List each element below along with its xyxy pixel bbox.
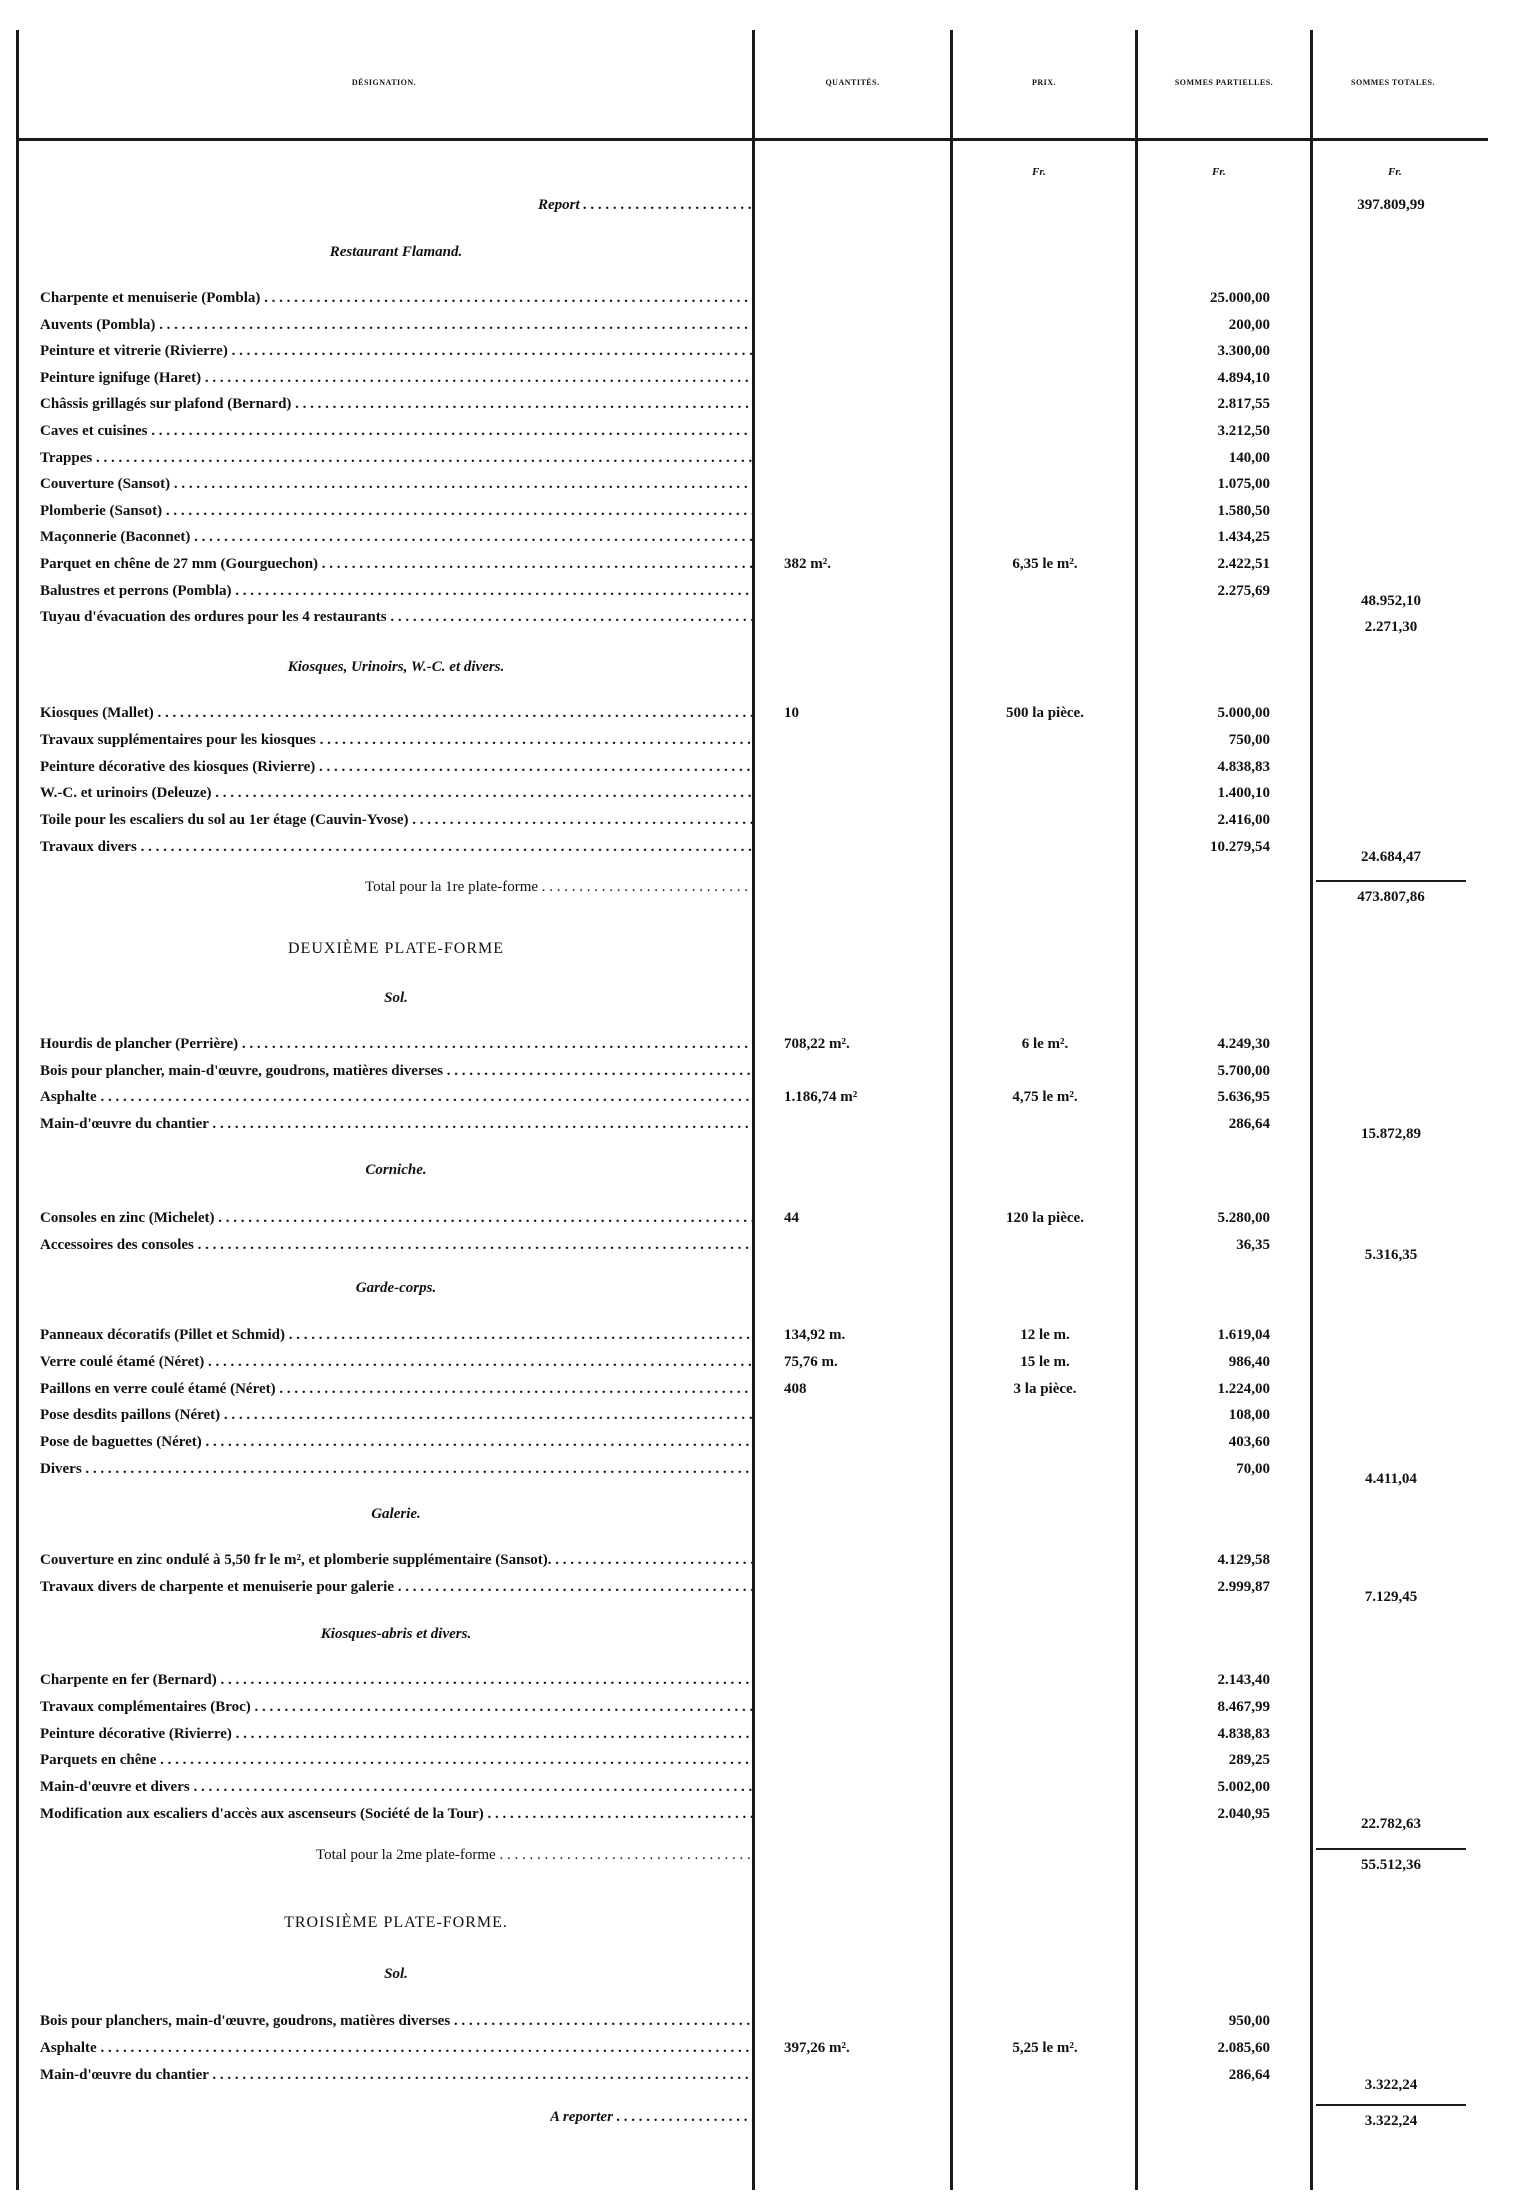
row-designation: Pose de baguettes (Néret) . . . [40, 1429, 752, 1455]
row-designation: Toile pour les escaliers du sol au 1er étage (Cauvin-Yvose) . . . [40, 807, 752, 833]
row-partial-sum: 5.280,00 [1217, 1210, 1270, 1226]
table-row [0, 2035, 1529, 2061]
col-head-totales: SOMMES TOTALES. [1351, 78, 1435, 87]
row-partial-sum: 5.636,95 [1217, 1089, 1270, 1105]
row-total-sum: 15.872,89 [1361, 1126, 1421, 1142]
row-partial-sum: 2.999,87 [1217, 1579, 1270, 1595]
col-head-partielles: SOMMES PARTIELLES. [1174, 78, 1274, 87]
row-partial-sum: 289,25 [1228, 1752, 1270, 1768]
row-designation: W.-C. et urinoirs (Deleuze) . . . [40, 780, 752, 806]
total-2-label: Total pour la 2me plate-forme . . . [316, 1842, 752, 1868]
unit-totales: Fr. [1388, 166, 1402, 178]
row-partial-sum: 986,40 [1228, 1354, 1270, 1370]
row-partial-sum: 2.817,55 [1217, 396, 1270, 412]
row-designation: Kiosques (Mallet) . . . [40, 700, 752, 726]
row-partial-sum: 36,35 [1236, 1237, 1270, 1253]
table-row [0, 1774, 1529, 1800]
section-restaurant: Restaurant Flamand. [329, 244, 463, 260]
reporter-total: 3.322,24 [1364, 2113, 1418, 2129]
row-partial-sum: 4.838,83 [1217, 1726, 1270, 1742]
row-designation: Pose desdits paillons (Néret) . . . [40, 1402, 752, 1428]
table-row [0, 1667, 1529, 1693]
table-row [0, 551, 1529, 577]
row-total-sum: 48.952,10 [1361, 593, 1421, 609]
row-designation: Bois pour planchers, main-d'œuvre, goudrons, matières diverses . . . [40, 2008, 752, 2034]
total-row-2 [0, 1842, 1529, 1873]
row-designation: Main-d'œuvre du chantier . . . [40, 1111, 752, 1137]
reporter-row [0, 2104, 1529, 2130]
row-designation: Consoles en zinc (Michelet) . . . [40, 1205, 752, 1231]
row-partial-sum: 5.000,00 [1217, 705, 1270, 721]
table-row [0, 1205, 1529, 1231]
row-partial-sum: 950,00 [1228, 2013, 1270, 2029]
table-row [0, 834, 1529, 865]
table-row [0, 1747, 1529, 1773]
section-galerie: Galerie. [371, 1506, 421, 1522]
row-partial-sum: 286,64 [1228, 1116, 1270, 1132]
section-abris: Kiosques-abris et divers. [320, 1626, 472, 1642]
row-designation: Couverture en zinc ondulé à 5,50 fr le m², et plomberie supplémentaire (Sansot). . . . [40, 1547, 752, 1573]
row-quantity: 134,92 m. [784, 1327, 846, 1343]
row-quantity: 708,22 m². [784, 1036, 850, 1052]
row-designation: Couverture (Sansot) . . . [40, 471, 752, 497]
table-row [0, 285, 1529, 311]
row-designation: Asphalte . . . [40, 1084, 752, 1110]
row-quantity: 382 m². [784, 556, 831, 572]
row-partial-sum: 1.580,50 [1217, 503, 1270, 519]
row-designation: Trappes . . . [40, 445, 752, 471]
row-quantity: 10 [784, 705, 799, 721]
row-partial-sum: 140,00 [1228, 450, 1270, 466]
row-designation: Auvents (Pombla) . . . [40, 312, 752, 338]
row-partial-sum: 25.000,00 [1210, 290, 1270, 306]
table-row [0, 1801, 1529, 1832]
table-row [0, 807, 1529, 833]
row-price: 15 le m. [1020, 1354, 1070, 1370]
table-row [0, 754, 1529, 780]
row-total-sum: 5.316,35 [1364, 1247, 1418, 1263]
row-partial-sum: 2.416,00 [1217, 812, 1270, 828]
table-row [0, 700, 1529, 726]
section-deuxieme: DEUXIÈME PLATE-FORME [288, 940, 504, 957]
reporter-label: A reporter . . . [550, 2104, 752, 2130]
row-designation: Travaux supplémentaires pour les kiosques . . . [40, 727, 752, 753]
row-designation: Balustres et perrons (Pombla) . . . [40, 578, 752, 604]
row-partial-sum: 4.249,30 [1217, 1036, 1270, 1052]
total-2-value: 55.512,36 [1361, 1857, 1421, 1873]
row-quantity: 1.186,74 m² [784, 1089, 858, 1105]
total-1-label: Total pour la 1re plate-forme . . . [365, 874, 752, 900]
section-corniche: Corniche. [365, 1162, 427, 1178]
table-row [0, 1694, 1529, 1720]
row-partial-sum: 8.467,99 [1217, 1699, 1270, 1715]
row-partial-sum: 286,64 [1228, 2067, 1270, 2083]
row-designation: Panneaux décoratifs (Pillet et Schmid) . . . [40, 1322, 752, 1348]
total-row-1 [0, 874, 1529, 905]
table-row [0, 1058, 1529, 1084]
col-head-quantites: QUANTITÉS. [825, 78, 880, 87]
table-row [0, 1547, 1529, 1573]
row-designation: Accessoires des consoles . . . [40, 1232, 752, 1258]
row-designation: Travaux complémentaires (Broc) . . . [40, 1694, 752, 1720]
row-designation: Tuyau d'évacuation des ordures pour les 4 restaurants . . . [40, 604, 752, 630]
table-row [0, 312, 1529, 338]
section-garde: Garde-corps. [355, 1280, 437, 1296]
row-total-sum: 4.411,04 [1365, 1471, 1417, 1487]
row-quantity: 397,26 m². [784, 2040, 850, 2056]
row-partial-sum: 2.422,51 [1217, 556, 1270, 572]
row-quantity: 44 [784, 1210, 799, 1226]
table-row [0, 1349, 1529, 1375]
unit-partielles: Fr. [1212, 166, 1226, 178]
header-rule [16, 138, 1488, 141]
table-row [0, 1456, 1529, 1487]
table-row [0, 604, 1529, 635]
row-designation: Parquets en chêne . . . [40, 1747, 752, 1773]
table-row [0, 471, 1529, 497]
row-total-sum: 3.322,24 [1364, 2077, 1418, 2093]
table-row [0, 391, 1529, 417]
table-row [0, 578, 1529, 609]
unit-prix: Fr. [1032, 166, 1046, 178]
row-designation: Maçonnerie (Baconnet) . . . [40, 524, 752, 550]
table-row [0, 1322, 1529, 1348]
row-designation: Hourdis de plancher (Perrière) . . . [40, 1031, 752, 1057]
row-partial-sum: 5.002,00 [1217, 1779, 1270, 1795]
row-price: 3 la pièce. [1013, 1381, 1077, 1397]
row-partial-sum: 1.434,25 [1217, 529, 1270, 545]
row-partial-sum: 200,00 [1228, 317, 1270, 333]
row-designation: Main-d'œuvre du chantier . . . [40, 2062, 752, 2088]
report-total: 397.809,99 [1357, 197, 1425, 213]
total-1-rule [1316, 880, 1466, 882]
row-quantity: 75,76 m. [784, 1354, 838, 1370]
section-deuxieme-sol: Sol. [384, 990, 408, 1006]
row-total-sum: 2.271,30 [1364, 619, 1418, 635]
table-row [0, 1031, 1529, 1057]
row-partial-sum: 403,60 [1228, 1434, 1270, 1450]
table-row [0, 2062, 1529, 2093]
col-head-prix: PRIX. [1031, 78, 1057, 87]
row-partial-sum: 2.085,60 [1217, 2040, 1270, 2056]
table-row [0, 1376, 1529, 1402]
row-price: 500 la pièce. [1006, 705, 1084, 721]
row-partial-sum: 3.212,50 [1217, 423, 1270, 439]
row-designation: Charpente en fer (Bernard) . . . [40, 1667, 752, 1693]
row-designation: Main-d'œuvre et divers . . . [40, 1774, 752, 1800]
row-partial-sum: 4.129,58 [1217, 1552, 1270, 1568]
row-designation: Travaux divers . . . [40, 834, 752, 860]
total-2-rule [1316, 1848, 1466, 1850]
row-designation: Peinture et vitrerie (Rivierre) . . . [40, 338, 752, 364]
row-quantity: 408 [784, 1381, 807, 1397]
row-designation: Charpente et menuiserie (Pombla) . . . [40, 285, 752, 311]
row-designation: Travaux divers de charpente et menuiserie pour galerie . . . [40, 1574, 752, 1600]
table-row [0, 1402, 1529, 1428]
table-row [0, 524, 1529, 550]
table-row [0, 338, 1529, 364]
row-designation: Paillons en verre coulé étamé (Néret) . . . [40, 1376, 752, 1402]
section-troisieme: TROISIÈME PLATE-FORME. [284, 1914, 508, 1931]
table-row [0, 2008, 1529, 2034]
row-price: 12 le m. [1020, 1327, 1070, 1343]
table-row [0, 780, 1529, 806]
col-head-designation: DÉSIGNATION. [351, 78, 417, 87]
row-price: 5,25 le m². [1012, 2040, 1078, 2056]
row-price: 6 le m². [1021, 1036, 1069, 1052]
row-designation: Divers . . . [40, 1456, 752, 1482]
total-1-value: 473.807,86 [1357, 889, 1425, 905]
row-partial-sum: 750,00 [1228, 732, 1270, 748]
row-designation: Parquet en chêne de 27 mm (Gourguechon) . . . [40, 551, 752, 577]
row-partial-sum: 1.619,04 [1217, 1327, 1270, 1343]
row-price: 4,75 le m². [1012, 1089, 1078, 1105]
row-total-sum: 22.782,63 [1361, 1816, 1421, 1832]
table-row [0, 1429, 1529, 1455]
row-partial-sum: 2.143,40 [1217, 1672, 1270, 1688]
row-designation: Asphalte . . . [40, 2035, 752, 2061]
row-total-sum: 7.129,45 [1364, 1589, 1418, 1605]
reporter-rule [1316, 2104, 1466, 2106]
row-designation: Modification aux escaliers d'accès aux ascenseurs (Société de la Tour) . . . [40, 1801, 752, 1827]
row-partial-sum: 3.300,00 [1217, 343, 1270, 359]
row-designation: Peinture ignifuge (Haret) . . . [40, 365, 752, 391]
row-partial-sum: 4.894,10 [1217, 370, 1270, 386]
row-designation: Caves et cuisines . . . [40, 418, 752, 444]
row-partial-sum: 1.400,10 [1217, 785, 1270, 801]
table-row [0, 727, 1529, 753]
row-partial-sum: 4.838,83 [1217, 759, 1270, 775]
row-partial-sum: 108,00 [1228, 1407, 1270, 1423]
row-designation: Plomberie (Sansot) . . . [40, 498, 752, 524]
row-price: 120 la pièce. [1006, 1210, 1084, 1226]
row-partial-sum: 1.075,00 [1217, 476, 1270, 492]
row-partial-sum: 2.040,95 [1217, 1806, 1270, 1822]
row-designation: Peinture décorative (Rivierre) . . . [40, 1721, 752, 1747]
row-partial-sum: 1.224,00 [1217, 1381, 1270, 1397]
row-designation: Peinture décorative des kiosques (Rivierre) . . . [40, 754, 752, 780]
row-partial-sum: 2.275,69 [1217, 583, 1270, 599]
table-row [0, 498, 1529, 524]
row-total-sum: 24.684,47 [1361, 849, 1421, 865]
row-partial-sum: 70,00 [1236, 1461, 1270, 1477]
report-row [0, 192, 1529, 218]
row-designation: Châssis grillagés sur plafond (Bernard) . . . [40, 391, 752, 417]
table-row [0, 1084, 1529, 1110]
row-designation: Bois pour plancher, main-d'œuvre, goudrons, matières diverses . . . [40, 1058, 752, 1084]
table-row [0, 1721, 1529, 1747]
section-kiosques: Kiosques, Urinoirs, W.-C. et divers. [287, 659, 505, 675]
row-price: 6,35 le m². [1012, 556, 1078, 572]
table-row [0, 1232, 1529, 1263]
row-partial-sum: 5.700,00 [1217, 1063, 1270, 1079]
table-row [0, 445, 1529, 471]
section-troisieme-sol: Sol. [384, 1966, 408, 1982]
table-row [0, 1111, 1529, 1142]
table-row [0, 365, 1529, 391]
table-row [0, 1574, 1529, 1605]
report-label: Report . . . [538, 192, 752, 218]
row-partial-sum: 10.279,54 [1210, 839, 1270, 855]
row-designation: Verre coulé étamé (Néret) . . . [40, 1349, 752, 1375]
table-row [0, 418, 1529, 444]
